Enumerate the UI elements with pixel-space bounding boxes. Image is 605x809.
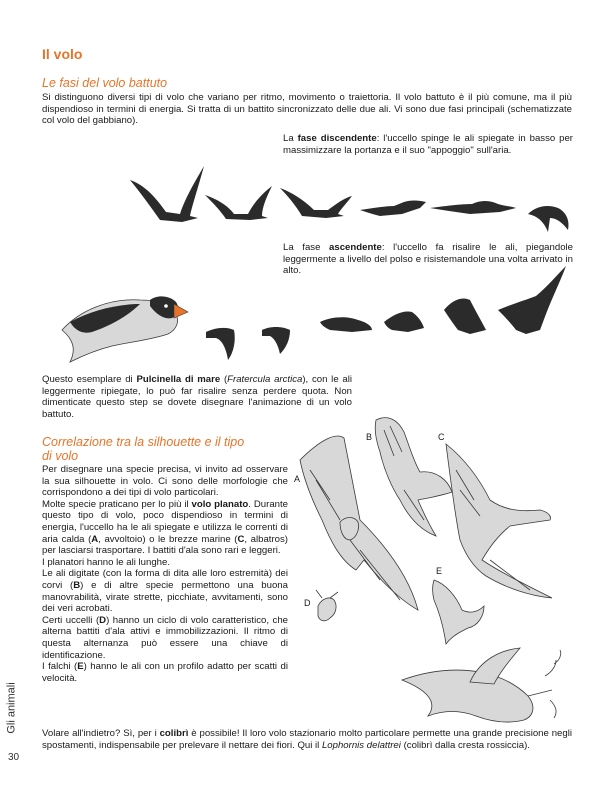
label-E: E	[436, 566, 443, 576]
correlazione-text: Per disegnare una specie precisa, vi invito ad osservare la sua silhouette in volo. Ci sono delle morfologie che corrispondono a dei tipi di volo particolari. Molte specie praticano per lo più il volo planato. Durante questo tipo di volo, poco dispendioso in termini di energia, l'uccello ha le ali spiegate e utilizza le correnti di aria calda (A, avvoltoio) o le brezze marine (C, albatros) per lasciarsi trasportare. I battiti d'ala sono rari e leggeri. I planatori hanno le ali lunghe. Le ali digitate (con la forma di dita alle loro estremità) dei corvi (B) e di altre specie permettono una buona manovrabilità, virate strette, picchiate, avvitamenti, sono dei veri acrobati. Certi uccelli (D) hanno un ciclo di volo caratteristico, che alterna battiti d'ala attivi e immobilizzazioni. Il ritmo di questa alternanza può essere una chiave di identificazione. I falchi (E) hanno le ali con un profilo adatto per scatti di velocità.	[42, 464, 288, 684]
bird-E-falcon	[433, 580, 485, 644]
label-D: D	[304, 598, 311, 608]
section-heading-fasi: Le fasi del volo battuto	[42, 76, 168, 90]
section-heading-correlazione: Correlazione tra la silhouette e il tipo di volo	[42, 435, 245, 463]
bird-D-small	[316, 590, 338, 621]
label-B: B	[366, 432, 373, 442]
colibri-text: Volare all'indietro? Sì, per i colibrì è possibile! Il loro volo stazionario molto particolare permette una grande precisione negli spostamenti, indispensabile per prelevare il nettare dei fiori. Qui il Lophornis delattrei (colibrì dalla cresta rossiccia).	[42, 728, 572, 751]
hummingbird	[402, 648, 561, 722]
fase-discendente-text: La fase discendente: l'uccello spinge le ali spiegate in basso per massimizzare la portanza e il suo "appoggio" sull'aria.	[283, 133, 573, 156]
section-side-label: Gli animali	[5, 682, 18, 734]
label-A: A	[294, 474, 301, 484]
page-title: Il volo	[42, 46, 83, 62]
fase-ascendente-text: La fase ascendente: l'uccello fa risalire le ali, piegandole leggermente a livello del polso e risistemandole una volta arrivato in alto.	[283, 242, 573, 277]
bird-C-albatross	[446, 444, 552, 598]
intro-paragraph: Si distinguono diversi tipi di volo che variano per ritmo, movimento o traiettoria. Il volo battuto è il più comune, ma il più dispendioso in termini di energia. Si tratta di un battito sincronizzato delle due ali. Vi sono due fasi principali (schematizzate col volo del gabbiano).	[42, 92, 572, 127]
page-number: 30	[8, 752, 20, 763]
pulcinella-text: Questo esemplare di Pulcinella di mare (Fratercula arctica), con le ali leggermente ripiegate, lo può far risalire senza perdere quota. Non dimenticate questo step se dovete disegnare l'animazione di un volo battuto.	[42, 374, 353, 420]
label-C: C	[438, 432, 445, 442]
